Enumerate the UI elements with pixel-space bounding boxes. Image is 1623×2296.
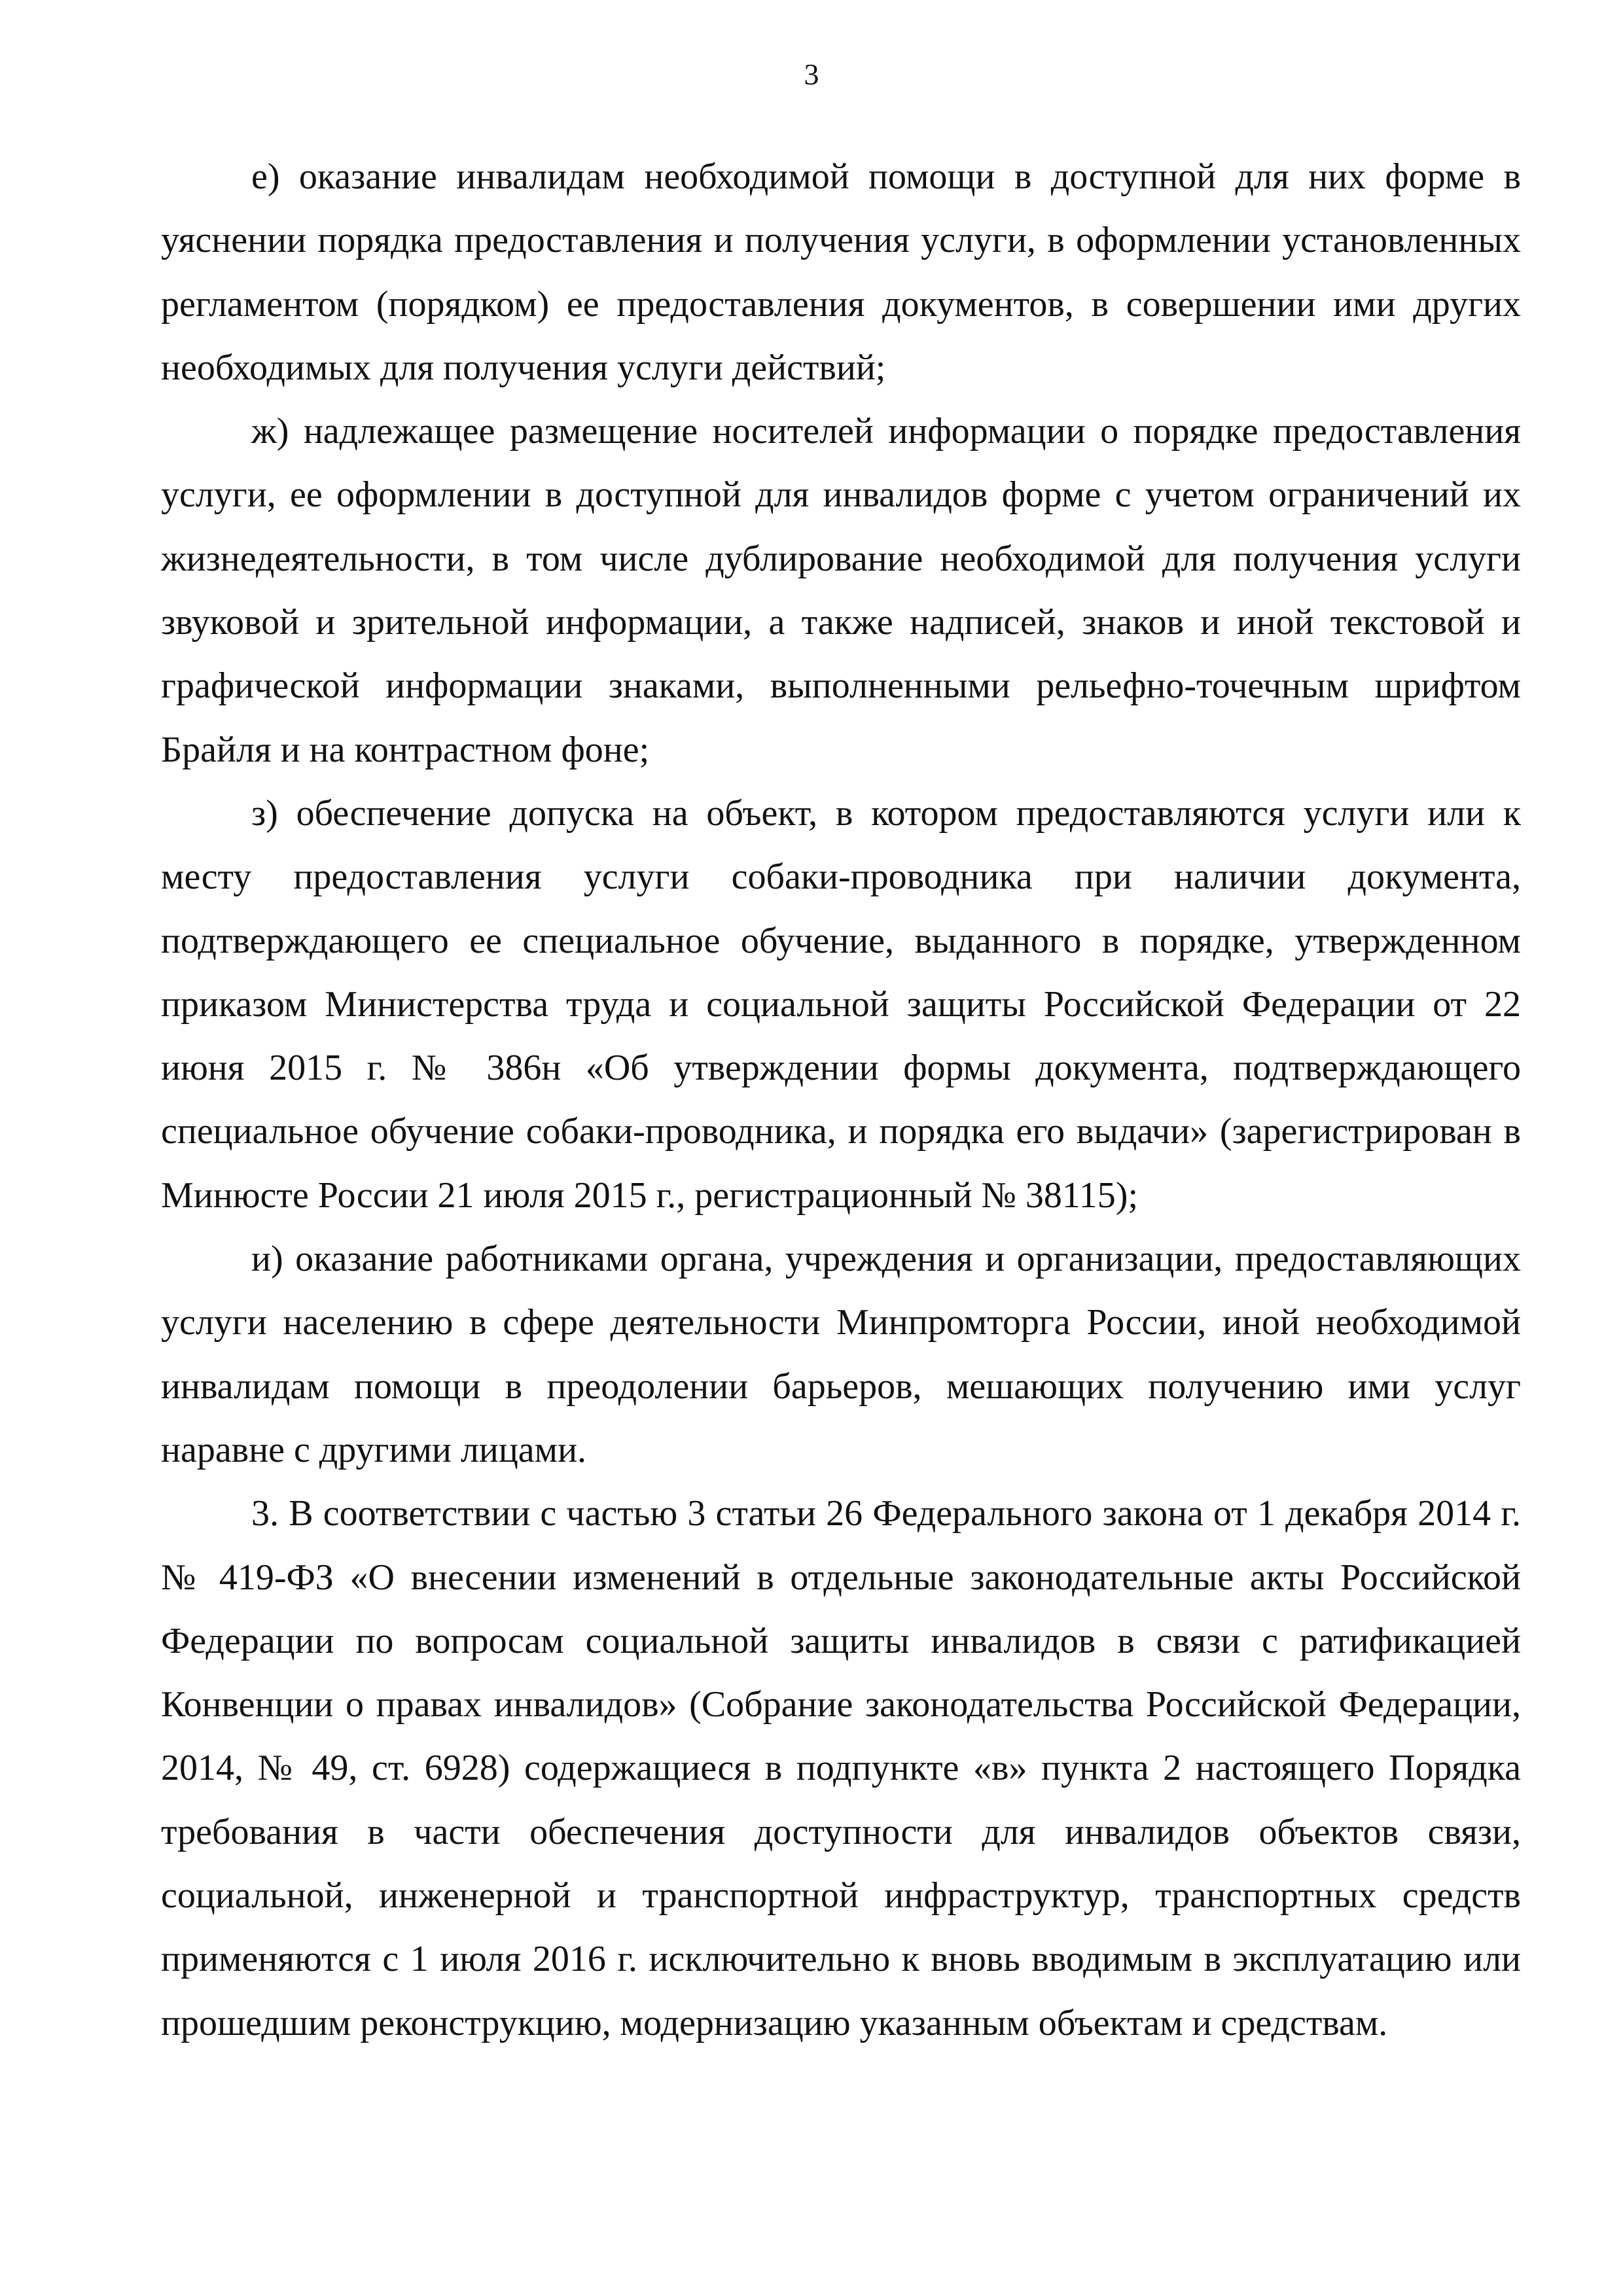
paragraph-z: з) обеспечение допуска на объект, в котором предоставляются услуги или к месту предоставления услуги собаки-проводника при наличии документа, подтверждающего ее специальное обучение, выданного в порядке, утвержденном приказом Министерства труда и социальной защиты Российской Федерации от 22 июня 2015 г. № 386н «Об утверждении формы документа, подтверждающего специальное обучение собаки-проводника, и порядка его выдачи» (зарегистрирован в Минюсте России 21 июля 2015 г., регистрационный № 38115); xyxy=(161,792,1521,1216)
paragraph-3: 3. В соответствии с частью 3 статьи 26 Федерального закона от 1 декабря 2014 г. № 419-ФЗ «О внесении изменений в отдельные законодательные акты Российской Федерации по вопросам социальной защиты инвалидов в связи с ратификацией Конвенции о правах инвалидов» (Собрание законодательства Российской Федерации, 2014, № 49, ст. 6928) содержащиеся в подпункте «в» пункта 2 настоящего Порядка требования в части обеспечения доступности для инвалидов объектов связи, социальной, инженерной и транспортной инфраструктур, транспортных средств применяются с 1 июля 2016 г. исключительно к вновь вводимым в эксплуатацию или прошедшим реконструкцию, модернизацию указанным объектам и средствам. xyxy=(161,1493,1521,2043)
page-number: 3 xyxy=(804,58,819,91)
paragraph-i: и) оказание работниками органа, учреждения и организации, предоставляющих услуги населению в сфере деятельности Минпромторга России, иной необходимой инвалидам помощи в преодолении барьеров, мешающих получению ими услуг наравне с другими лицами. xyxy=(161,1239,1521,1470)
paragraph-zh: ж) надлежащее размещение носителей информации о порядке предоставления услуги, ее оформлении в доступной для инвалидов форме с учетом ограничений их жизнедеятельности, в том числе дублирование необходимой для получения услуги звуковой и зрительной информации, а также надписей, знаков и иной текстовой и графической информации знаками, выполненными рельефно-точечным шрифтом Брайля и на контрастном фоне; xyxy=(161,411,1521,770)
document-body xyxy=(161,145,1521,2055)
paragraph-e: е) оказание инвалидам необходимой помощи в доступной для них форме в уяснении порядка предоставления и получения услуги, в оформлении установленных регламентом (порядком) ее предоставления документов, в совершении ими других необходимых для получения услуги действий; xyxy=(161,156,1521,388)
